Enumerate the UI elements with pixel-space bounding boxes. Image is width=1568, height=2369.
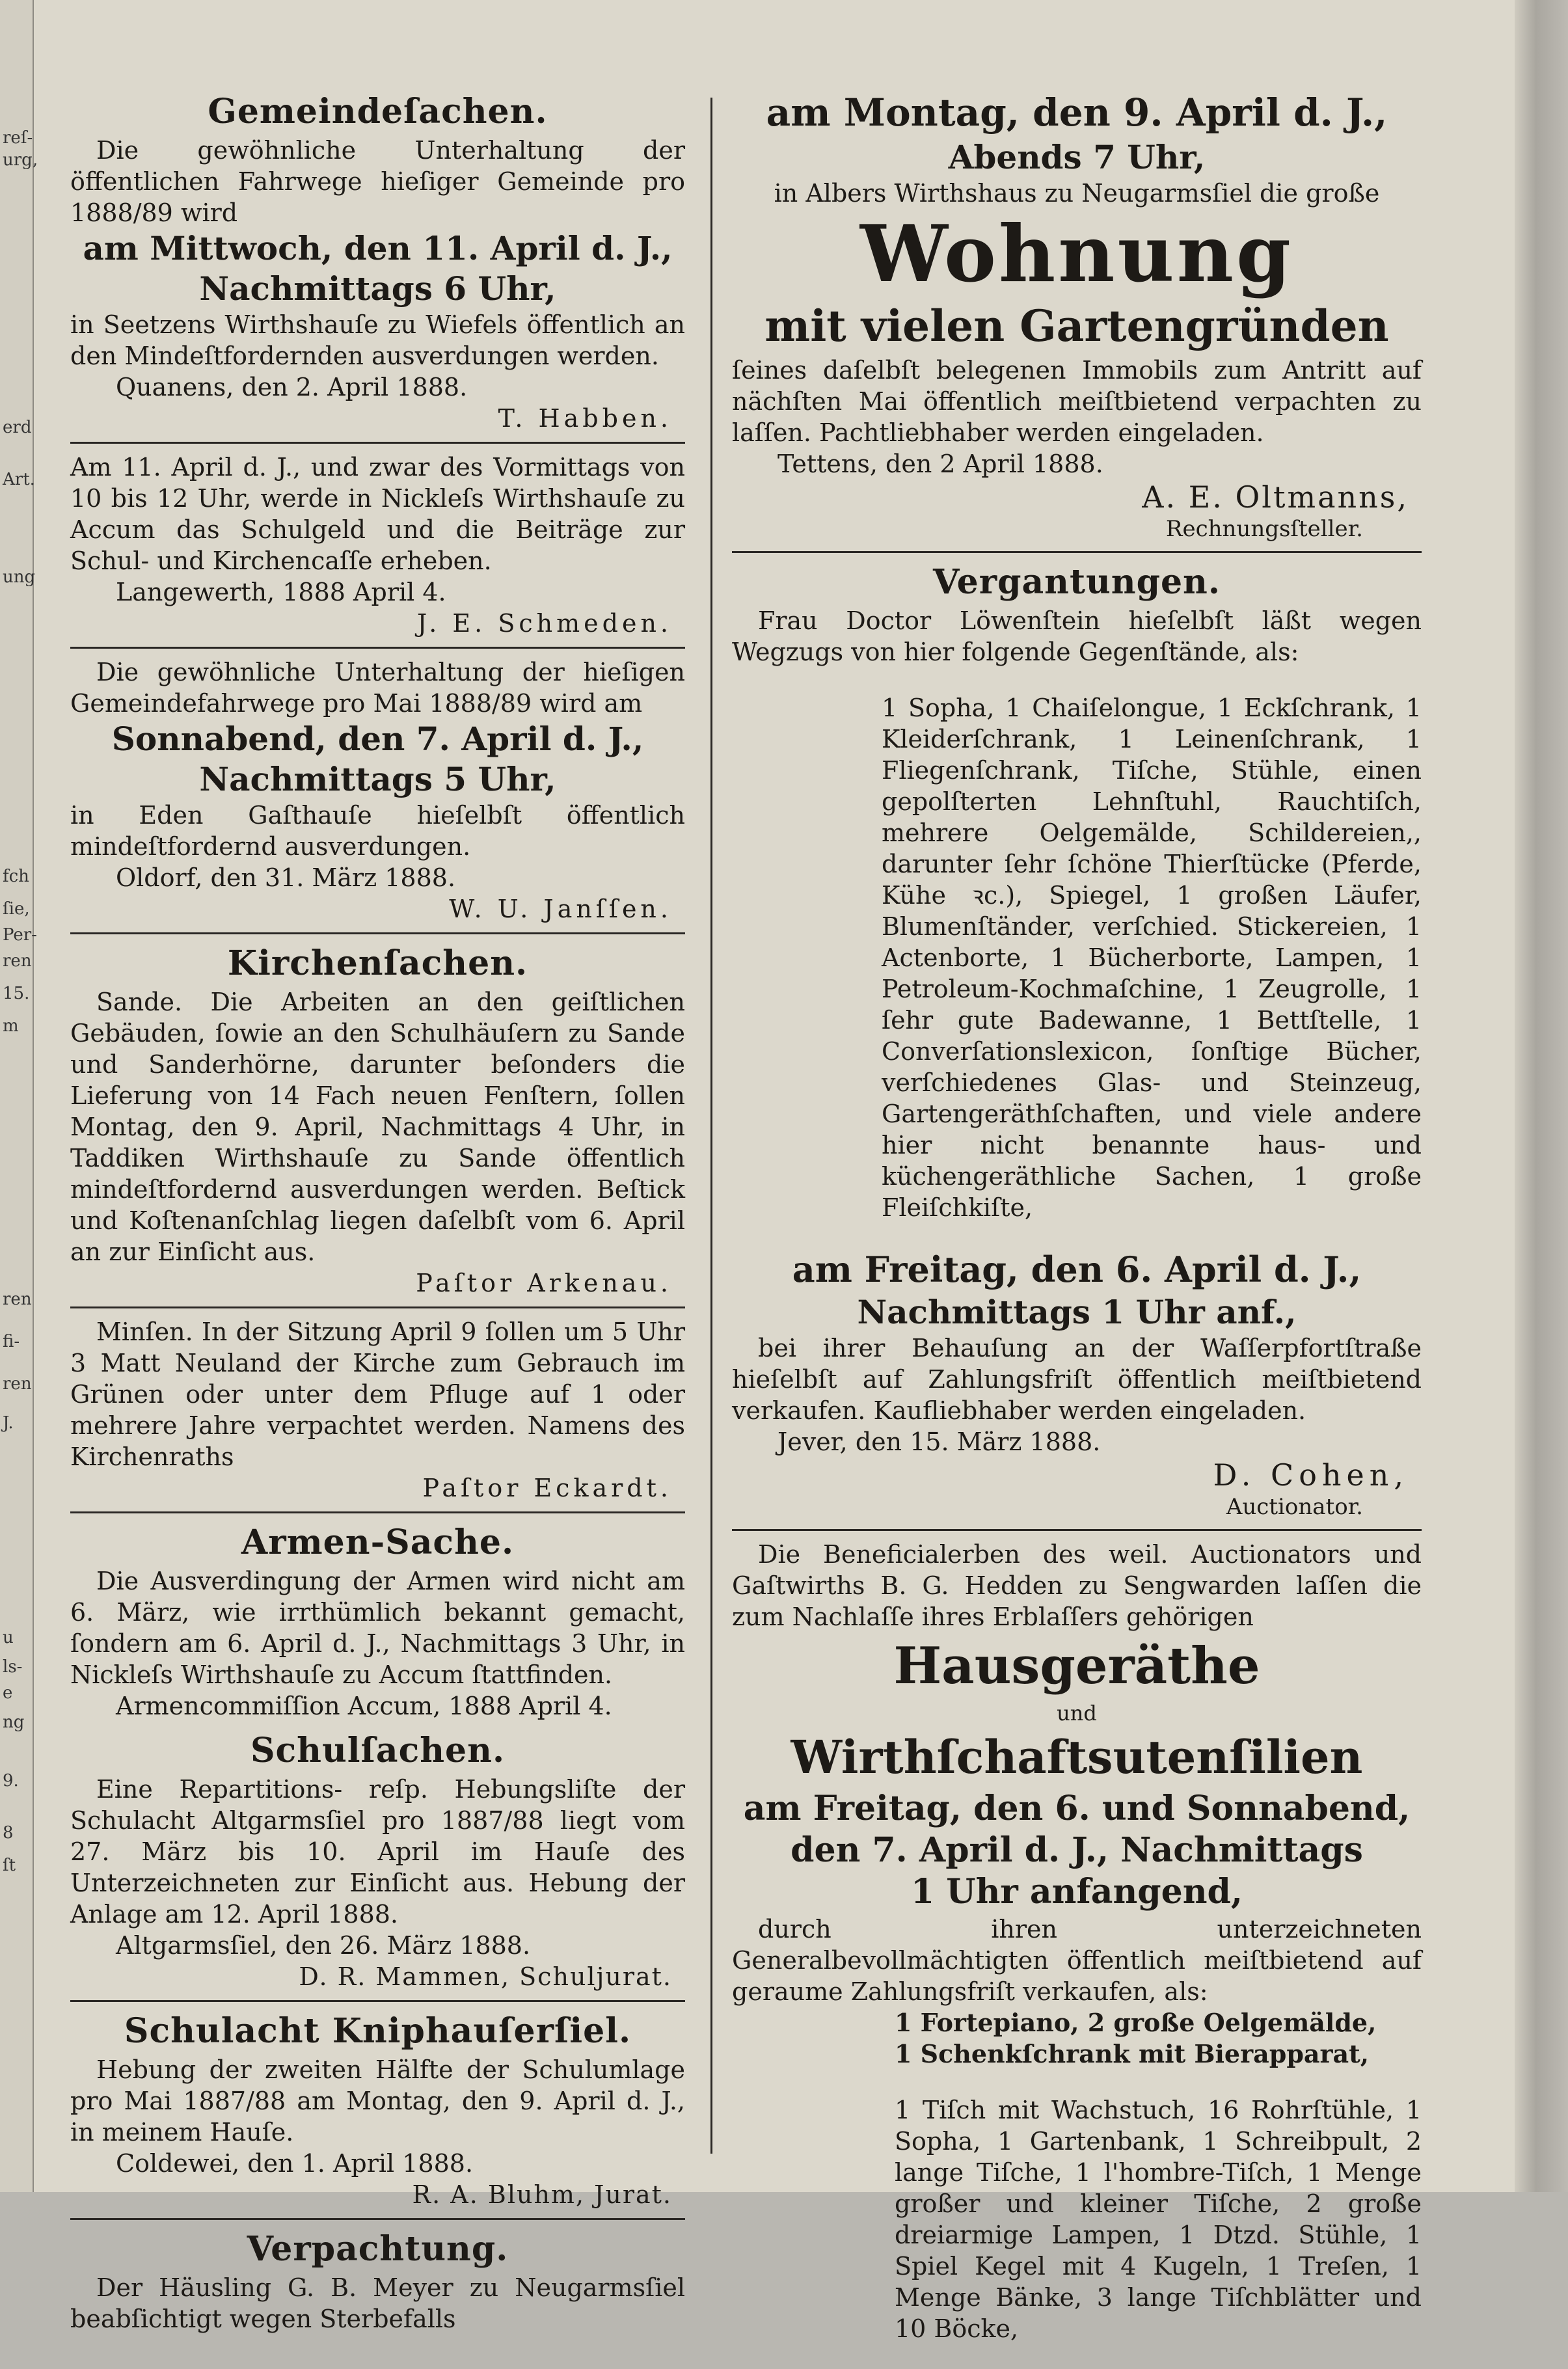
- notice-signature: A. E. Oltmanns,: [1142, 480, 1409, 515]
- notice-text: Frau Doctor Löwenſtein hieſelbſt läßt wegen Wegzugs von hier folgende Gegenſtände, als:: [732, 606, 1422, 666]
- notice-signature: R. A. Bluhm, Jurat.: [412, 2180, 672, 2209]
- notice-schulsachen: [70, 1729, 685, 1992]
- edge-fragment: urg,: [3, 150, 38, 170]
- item-list: 1 Tiſch mit Wachstuch, 16 Rohrſtühle, 1 Sopha, 1 Gartenbank, 1 Schreibpult, 2 lange Tiſche, 1 l'hombre-Tiſch, 1 Menge großer und kleiner Tiſche, 2 große dreiarmige Lampen, 1 Dtzd. Stühle, 1 Spiel Kegel mit 4 Kugeln, 1 Treſen, 1 Menge Bänke, 3 lange Tiſchblätter und 10 Böcke,: [895, 2096, 1422, 2343]
- notice-armen-sache: [70, 1521, 685, 1722]
- notice-date: am Freitag, den 6. und Sonnabend,: [743, 1789, 1411, 1828]
- section-heading: Vergantungen.: [933, 562, 1221, 602]
- notice-date: am Mittwoch, den 11. April d. J.,: [83, 229, 673, 267]
- notice-place-date: Jever, den 15. März 1888.: [777, 1428, 1101, 1456]
- divider: [70, 2218, 685, 2220]
- notice-wohnung: [732, 89, 1422, 543]
- notice-text: durch ihren unterzeichneten Generalbevollmächtigten öffentlich meiſtbietend auf geraume Zahlungsfriſt verkaufen, als:: [732, 1915, 1422, 2006]
- display-heading: Wohnung: [860, 208, 1293, 300]
- notice-text: Minſen. In der Sitzung April 9 ſollen um 5 Uhr 3 Matt Neuland der Kirche zum Gebrauch im Grünen oder unter dem Pfluge auf 1 oder mehrere Jahre verpachtet werden. Namens des Kirchenraths: [70, 1318, 685, 1471]
- edge-fragment: 15.: [3, 984, 30, 1003]
- divider: [732, 551, 1422, 553]
- item-list-bold: 1 Schenkſchrank mit Bierapparat,: [895, 2039, 1369, 2068]
- edge-fragment: ren: [3, 951, 32, 971]
- edge-fragment: ſt: [3, 1856, 16, 1875]
- section-heading: Armen-Sache.: [241, 1523, 515, 1562]
- notice-signature: W. U. Janſſen.: [449, 895, 672, 923]
- notice-time: Abends 7 Uhr,: [948, 138, 1206, 176]
- notice-text: in Eden Gaſthauſe hieſelbſt öffentlich mindeſtfordernd ausverdungen.: [70, 801, 685, 861]
- edge-fragment: ren: [3, 1290, 32, 1309]
- edge-fragment: u: [3, 1628, 14, 1647]
- edge-fragment: J.: [3, 1413, 14, 1433]
- edge-fragment: m: [3, 1016, 19, 1036]
- edge-fragment: 9.: [3, 1771, 19, 1791]
- item-list-bold: 1 Fortepiano, 2 große Oelgemälde,: [895, 2008, 1377, 2037]
- notice-schulgeld: [70, 452, 685, 639]
- edge-fragment: ſie,: [3, 899, 30, 919]
- notice-text: Am 11. April d. J., und zwar des Vormittags von 10 bis 12 Uhr, werde in Nickleſs Wirthshauſe zu Accum das Schulgeld und die Beiträge zur Schul- und Kirchencaſſe erheben.: [70, 453, 685, 575]
- notice-signature: D. R. Mammen, Schuljurat.: [299, 1962, 672, 1991]
- section-heading: Gemeindeſachen.: [208, 92, 548, 131]
- right-column: [732, 88, 1422, 2369]
- item-list: 1 Sopha, 1 Chaiſelongue, 1 Eckſchrank, 1 Kleiderſchrank, 1 Leinenſchrank, 1 Fliegenſchrank, Tiſche, Stühle, einen gepolſterten Lehnſtuhl, Rauchtiſch, mehrere Oelgemälde, Schildereien,, darunter ſehr ſchöne Thierſtücke (Pferde, Kühe ꝛc.), Spiegel, 1 großen Läufer, Blumenſtänder, verſchied. Stickereien, 1 Actenborte, 1 Bücherborte, Lampen, 1 Petroleum-Kochmaſchine, 1 Zeugrolle, 1 ſehr gute Badewanne, 1 Bettſtelle, 1 Converſationslexicon, ſonſtige Bücher, verſchiedenes Glas- und Steinzeug, Gartengeräthſchaften, und viele andere hier nicht benannte haus- und küchengeräthliche Sachen, 1 große Fleiſchkiſte,: [882, 694, 1422, 1222]
- notice-date: am Freitag, den 6. April d. J.,: [792, 1249, 1362, 1290]
- divider: [70, 1306, 685, 1308]
- notice-date: Sonnabend, den 7. April d. J.,: [111, 720, 644, 758]
- notice-place-date: Quanens, den 2. April 1888.: [116, 373, 468, 401]
- notice-hausgeraethe: [732, 1539, 1422, 2344]
- signature-title: Rechnungsſteller.: [1165, 516, 1363, 542]
- notice-time: Nachmittags 5 Uhr,: [199, 760, 556, 798]
- notice-signature: D. Cohen,: [1213, 1457, 1409, 1493]
- notice-place-date: Langewerth, 1888 April 4.: [116, 578, 446, 606]
- notice-text: in Seetzens Wirthshauſe zu Wiefels öffentlich an den Mindeſtfordernden ausverdungen werden.: [70, 310, 685, 370]
- left-column: [70, 88, 685, 2342]
- notice-minsen: [70, 1316, 685, 1504]
- edge-fragment: e: [3, 1683, 13, 1703]
- notice-text: Die Beneficialerben des weil. Auctionators und Gaſtwirths B. G. Hedden zu Sengwarden laſſen die zum Nachlaſſe ihres Erblaſſers gehörigen: [732, 1540, 1422, 1631]
- notice-gemeindefahrwege: [70, 657, 685, 925]
- notice-text: Sande. Die Arbeiten an den geiſtlichen Gebäuden, ſowie an den Schulhäuſern zu Sande und Sanderhörne, darunter beſonders die Lieferung von 14 Fach neuen Fenſtern, ſollen Montag, den 9. April, Nachmittags 4 Uhr, in Taddiken Wirthshauſe zu Sande öffentlich mindeſtfordernd ausverdungen werden. Beſtick und Koſtenanſchlag liegen daſelbſt vom 6. April an zur Einſicht aus.: [70, 988, 685, 1266]
- section-heading: Schulſachen.: [250, 1731, 506, 1770]
- notice-text: ſeines daſelbſt belegenen Immobils zum Antritt auf nächſten Mai öffentlich meiſtbietend verpachten zu laſſen. Pachtliebhaber werden eingeladen.: [732, 356, 1422, 447]
- edge-fragment: Art.: [3, 470, 35, 489]
- conjunction: und: [1057, 1701, 1097, 1726]
- signature-title: Auctionator.: [1226, 1494, 1363, 1520]
- notice-place-date: Tettens, den 2 April 1888.: [777, 450, 1103, 478]
- divider: [732, 1529, 1422, 1531]
- notice-text: Die Ausverdingung der Armen wird nicht am 6. März, wie irrthümlich bekannt gemacht, ſondern am 6. April d. J., Nachmittags 3 Uhr, in Nickleſs Wirthshauſe zu Accum ſtattfinden.: [70, 1567, 685, 1689]
- edge-fragment: erd: [3, 418, 32, 437]
- notice-place-date: Armencommiſſion Accum, 1888 April 4.: [116, 1692, 612, 1720]
- edge-fragment: reſ-: [3, 128, 33, 148]
- notice-kirchensachen: [70, 942, 685, 1299]
- edge-fragment: fch: [3, 867, 29, 886]
- edge-fragment: Per-: [3, 925, 37, 945]
- notice-time: Nachmittags 1 Uhr anf.,: [857, 1293, 1297, 1331]
- edge-fragment: ren: [3, 1374, 32, 1394]
- notice-text: Die gewöhnliche Unterhaltung der hieſigen Gemeindefahrwege pro Mai 1888/89 wird am: [70, 658, 685, 718]
- notice-place-date: Oldorf, den 31. März 1888.: [116, 863, 456, 892]
- notice-vergantungen: [732, 561, 1422, 1521]
- notice-date: den 7. April d. J., Nachmittags: [791, 1830, 1363, 1870]
- adjacent-page-edge: [0, 0, 38, 2192]
- notice-text: Eine Repartitions- reſp. Hebungsliſte der Schulacht Altgarmsſiel pro 1887/88 liegt vom 27. März bis 10. April im Hauſe des Unterzeichneten zur Einſicht aus. Hebung der Anlage am 12. April 1888.: [70, 1775, 685, 1929]
- notice-text: Der Häusling G. B. Meyer zu Neugarmsſiel beabſichtigt wegen Sterbefalls: [70, 2273, 685, 2333]
- notice-text: bei ihrer Behauſung an der Waſſerpfortſtraße hieſelbſt auf Zahlungsfriſt öffentlich meiſtbietend verkaufen. Kaufliebhaber werden eingeladen.: [732, 1334, 1422, 1425]
- divider: [70, 2000, 685, 2002]
- notice-signature: Paſtor Eckardt.: [422, 1474, 672, 1502]
- notice-text: Hebung der zweiten Hälfte der Schulumlage pro Mai 1887/88 am Montag, den 9. April d. J., in meinem Hauſe.: [70, 2055, 685, 2146]
- notice-signature: Paſtor Arkenau.: [416, 1269, 672, 1297]
- divider: [70, 932, 685, 934]
- section-heading: Verpachtung.: [247, 2229, 509, 2269]
- display-subheading: mit vielen Gartengründen: [764, 301, 1389, 351]
- notice-place-date: Coldewei, den 1. April 1888.: [116, 2149, 474, 2178]
- edge-fragment: ng: [3, 1712, 25, 1732]
- notice-gemeindesachen: [70, 90, 685, 434]
- notice-signature: T. Habben.: [498, 404, 672, 433]
- notice-signature: J. E. Schmeden.: [416, 609, 672, 638]
- notice-date: am Montag, den 9. April d. J.,: [766, 90, 1388, 135]
- display-heading: Wirthſchaftsutenſilien: [791, 1730, 1363, 1784]
- notice-text: in Albers Wirthshaus zu Neugarmsſiel die große: [774, 179, 1380, 208]
- column-divider: [710, 98, 712, 2154]
- edge-fragment: ls-: [3, 1657, 23, 1677]
- divider: [70, 442, 685, 444]
- notice-schulacht: [70, 2010, 685, 2210]
- divider: [70, 1511, 685, 1513]
- notice-time: Nachmittags 6 Uhr,: [199, 269, 556, 308]
- edge-fragment: fi-: [3, 1332, 20, 1351]
- display-heading: Hausgeräthe: [893, 1636, 1260, 1696]
- divider: [70, 647, 685, 649]
- edge-fragment: 8: [3, 1823, 14, 1843]
- notice-time: 1 Uhr anfangend,: [910, 1872, 1243, 1912]
- edge-fragment: ung: [3, 567, 36, 587]
- notice-text: Die gewöhnliche Unterhaltung der öffentlichen Fahrwege hieſiger Gemeinde pro 1888/89 wird: [70, 136, 685, 227]
- notice-place-date: Altgarmsſiel, den 26. März 1888.: [116, 1931, 531, 1960]
- notice-verpachtung: [70, 2228, 685, 2335]
- page-edge-shadow: [1515, 0, 1568, 2192]
- section-heading: Kirchenſachen.: [227, 943, 528, 983]
- section-heading: Schulacht Kniphauſerſiel.: [124, 2011, 632, 2051]
